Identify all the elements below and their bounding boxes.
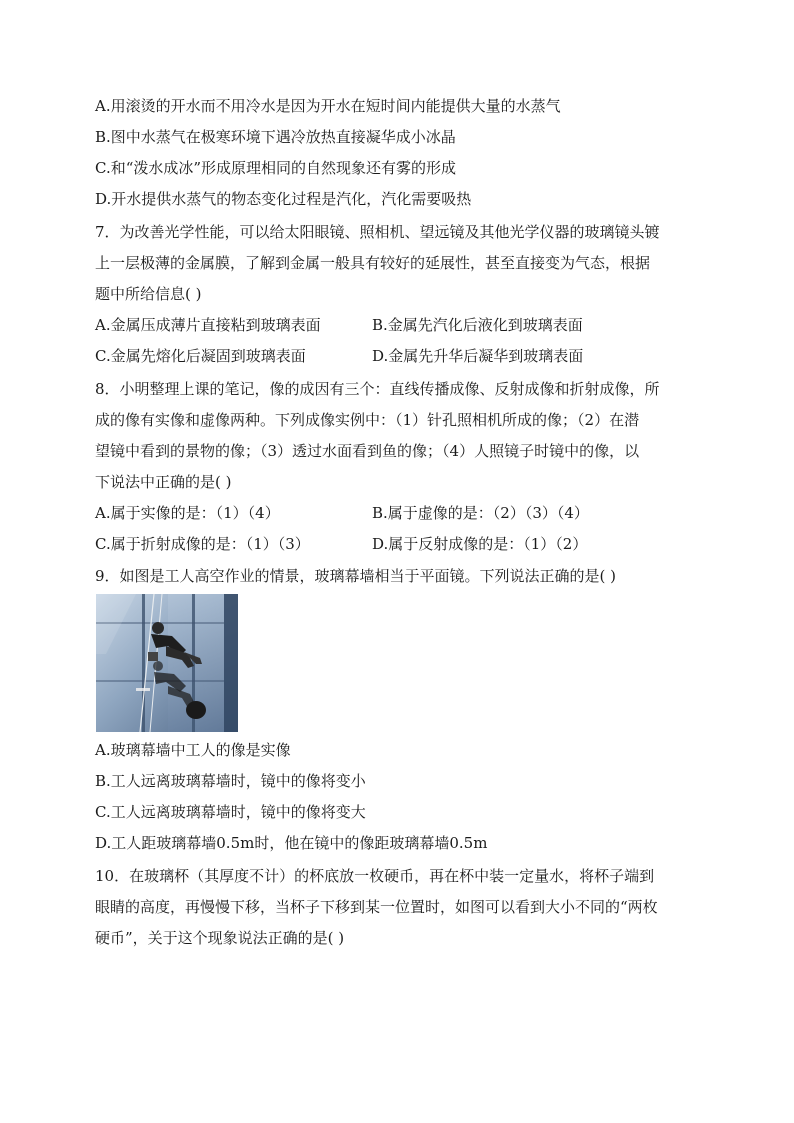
q8-option-c: C.属于折射成像的是：（1）（3） (95, 535, 310, 553)
q8-stem-line-3: 望镜中看到的景物的像；（3）透过水面看到鱼的像；（4）人照镜子时镜中的像，以 (95, 442, 640, 460)
q7-option-c: C.金属先熔化后凝固到玻璃表面 (95, 347, 306, 365)
q10-stem-line-1: 10．在玻璃杯（其厚度不计）的杯底放一枚硬币，再在杯中装一定量水，将杯子端到 (95, 867, 655, 885)
q8-option-a: A.属于实像的是：（1）（4） (95, 504, 280, 522)
q7-option-a: A.金属压成薄片直接粘到玻璃表面 (95, 316, 321, 334)
window-cleaner-photo (96, 594, 238, 732)
q7-option-d: D.金属先升华后凝华到玻璃表面 (372, 347, 584, 365)
q10-stem-line-2: 眼睛的高度，再慢慢下移，当杯子下移到某一位置时，如图可以看到大小不同的“两枚 (95, 898, 658, 916)
q7-stem-line-2: 上一层极薄的金属膜，了解到金属一般具有较好的延展性，甚至直接变为气态，根据 (95, 254, 651, 272)
q8-stem-line-4: 下说法中正确的是( ) (95, 473, 232, 491)
q9-option-b: B.工人远离玻璃幕墙时，镜中的像将变小 (95, 772, 366, 790)
q9-stem-line-1: 9．如图是工人高空作业的情景，玻璃幕墙相当于平面镜。下列说法正确的是( ) (95, 567, 617, 585)
q8-option-d: D.属于反射成像的是：（1）（2） (372, 535, 588, 553)
q7-option-b: B.金属先汽化后液化到玻璃表面 (372, 316, 583, 334)
q6-option-b: B.图中水蒸气在极寒环境下遇冷放热直接凝华成小冰晶 (95, 128, 456, 146)
q9-option-d: D.工人距玻璃幕墙0.5m时，他在镜中的像距玻璃幕墙0.5m (95, 834, 488, 852)
q8-stem-line-2: 成的像有实像和虚像两种。下列成像实例中：（1）针孔照相机所成的像；（2）在潜 (95, 411, 640, 429)
q9-option-a: A.玻璃幕墙中工人的像是实像 (95, 741, 291, 759)
q8-stem-line-1: 8．小明整理上课的笔记，像的成因有三个：直线传播成像、反射成像和折射成像，所 (95, 380, 660, 398)
q7-stem-line-3: 题中所给信息( ) (95, 285, 202, 303)
q10-stem-line-3: 硬币”，关于这个现象说法正确的是( ) (95, 929, 345, 947)
q9-option-c: C.工人远离玻璃幕墙时，镜中的像将变大 (95, 803, 366, 821)
q6-option-a: A.用滚烫的开水而不用冷水是因为开水在短时间内能提供大量的水蒸气 (95, 97, 561, 115)
q7-stem-line-1: 7．为改善光学性能，可以给太阳眼镜、照相机、望远镜及其他光学仪器的玻璃镜头镀 (95, 223, 660, 241)
q6-option-c: C.和“泼水成冰”形成原理相同的自然现象还有雾的形成 (95, 159, 457, 177)
q6-option-d: D.开水提供水蒸气的物态变化过程是汽化，汽化需要吸热 (95, 190, 472, 208)
q8-option-b: B.属于虚像的是：（2）（3）（4） (372, 504, 589, 522)
